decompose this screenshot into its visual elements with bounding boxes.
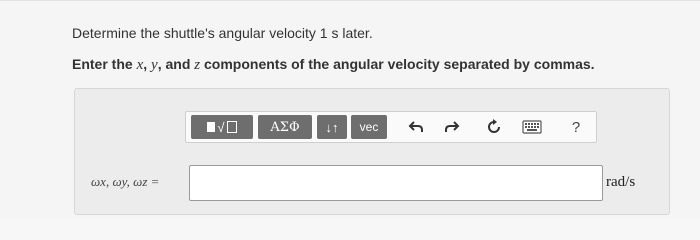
instruction-text-end: components of the angular velocity separated by commas. (200, 56, 595, 72)
templates-button[interactable] (191, 115, 253, 139)
units-label: rad/s (606, 174, 636, 190)
answer-label (91, 174, 159, 190)
answer-input[interactable] (189, 165, 603, 201)
answer-panel (74, 88, 670, 215)
undo-icon[interactable] (406, 117, 426, 137)
omega-xyz-label: ωx, ωy, ωz = (91, 174, 160, 189)
instruction-sep-2: , and (157, 56, 195, 72)
variable-y: y (151, 57, 158, 73)
reset-icon[interactable] (484, 117, 504, 137)
instruction-sep-1: , (143, 56, 152, 72)
math-toolbar (185, 111, 597, 143)
redo-icon[interactable] (442, 117, 462, 137)
question-instruction (72, 56, 595, 74)
variable-x: x (136, 57, 144, 73)
subscript-superscript-button[interactable]: ↓↑ (317, 115, 347, 139)
greek-symbols-button[interactable]: ΑΣΦ (258, 115, 312, 139)
sqrt-icon: √ (217, 119, 225, 135)
variable-z: z (194, 57, 201, 73)
box-icon (227, 121, 237, 133)
vector-button[interactable]: vec (351, 115, 387, 139)
instruction-text-start: Enter the (72, 56, 137, 72)
question-prompt: Determine the shuttle's angular velocity 1 s later. (72, 25, 373, 41)
help-icon[interactable]: ? (571, 118, 581, 136)
keyboard-icon[interactable] (522, 117, 542, 137)
templates-icon (207, 122, 215, 132)
